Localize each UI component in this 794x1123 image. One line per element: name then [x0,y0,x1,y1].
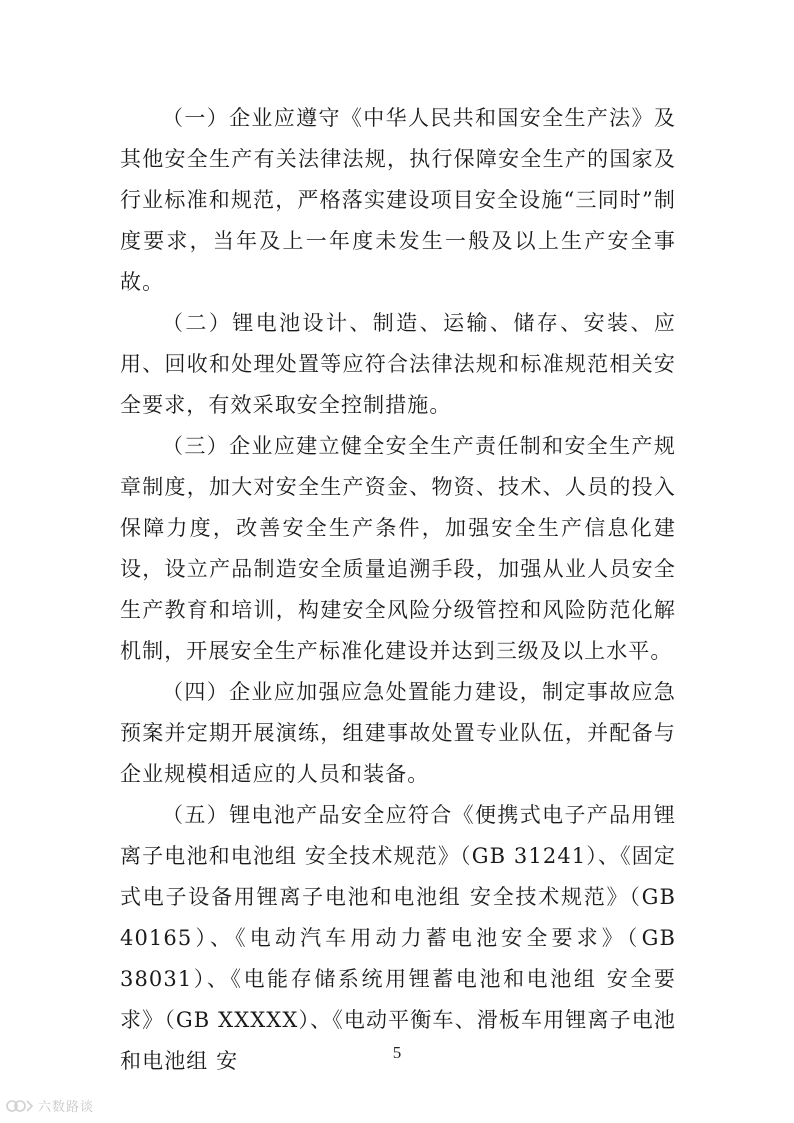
document-body [120,98,676,1082]
paragraph-2: （二）锂电池设计、制造、运输、储存、安装、应用、回收和处理处置等应符合法律法规和标准规范相关安全要求，有效采取安全控制措施。 [120,311,676,417]
paragraph-5: （五）锂电池产品安全应符合《便携式电子产品用锂离子电池和电池组 安全技术规范》（GB 31241）、《固定式电子设备用锂离子电池和电池组 安全技术规范》（GB 40165）、《电动汽车用动力蓄电池安全要求》（GB 38031）、《电能存储系统用锂蓄电池和电池组 安全要求》（GB XXXXX）、《电动平衡车、滑板车用锂离子电池和电池组 安 [120,803,676,1073]
page-number: 5 [392,1043,402,1062]
paragraph-3: （三）企业应建立健全安全生产责任制和安全生产规章制度，加大对安全生产资金、物资、技术、人员的投入保障力度，改善安全生产条件，加强安全生产信息化建设，设立产品制造安全质量追溯手段，加强从业人员安全生产教育和培训，构建安全风险分级管控和风险防范化解机制，开展安全生产标准化建设并达到三级及以上水平。 [120,434,676,663]
watermark-text: 六数路谈 [38,1100,95,1115]
watermark [6,1096,94,1115]
paragraph-4: （四）企业应加强应急处置能力建设，制定事故应急预案并定期开展演练，组建事故处置专业队伍，并配备与企业规模相适应的人员和装备。 [120,680,676,786]
paragraph-1: （一）企业应遵守《中华人民共和国安全生产法》及其他安全生产有关法律法规，执行保障安全生产的国家及行业标准和规范，严格落实建设项目安全设施“三同时”制度要求，当年及上一年度未发生一般及以上生产安全事故。 [120,106,676,294]
watermark-logo-icon [6,1098,34,1114]
